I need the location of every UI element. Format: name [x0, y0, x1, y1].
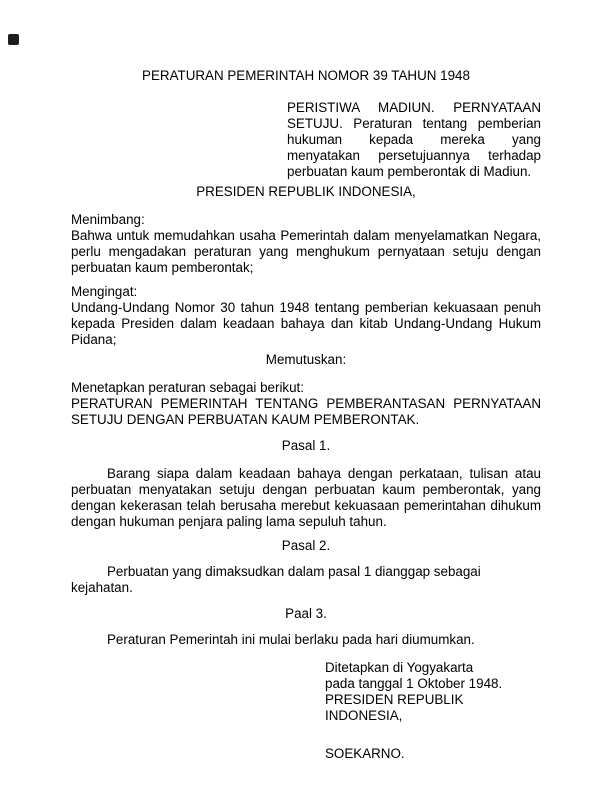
pasal-3-body: Peraturan Pemerintah ini mulai berlaku pada hari diumumkan.: [107, 632, 475, 647]
pasal-1-heading: Pasal 1.: [281, 438, 331, 453]
enactment-section: [71, 380, 541, 428]
document-title: PERATURAN PEMERINTAH NOMOR 39 TAHUN 1948: [142, 68, 470, 83]
mengingat-label: Mengingat:: [71, 284, 138, 299]
menetapkan-intro: Menetapkan peraturan sebagai berikut:: [71, 380, 305, 395]
pasal-1-body: Barang siapa dalam keadaan bahaya dengan perkataan, tulisan atau perbuatan menyatakan setuju dengan perbuatan kaum pemberontak, yang dengan kekerasan telah berusaha merebut kekuasaan pemerintahan dihukum dengan hukuman penjara paling lama sepuluh tahun.: [71, 466, 541, 529]
legal-basis-section: [71, 284, 541, 348]
considerations-section: [71, 212, 541, 276]
pasal-3-heading: Paal 3.: [285, 606, 327, 621]
signature-name: SOEKARNO.: [325, 746, 405, 761]
subject-annotation: PERISTIWA MADIUN. PERNYATAAN SETUJU. Peraturan tentang pemberian hukuman kepada mereka yang menyatakan persetujuannya terhadap perbuatan kaum pemberontak di Madiun.: [287, 100, 541, 179]
mengingat-body: Undang-Undang Nomor 30 tahun 1948 tentang pemberian kekuasaan penuh kepada Presiden dalam keadaan bahaya dan kitab Undang-Undang Hukum Pidana;: [71, 300, 541, 347]
signature-block: [325, 660, 541, 762]
menimbang-body: Bahwa untuk memudahkan usaha Pemerintah dalam menyelamatkan Negara, perlu mengadakan peraturan yang menghukum pernyataan setuju dengan perbuatan kaum pemberontak;: [71, 228, 541, 275]
memutuskan-heading: Memutuskan:: [265, 352, 347, 367]
signature-office: PRESIDEN REPUBLIK INDONESIA,: [325, 692, 464, 723]
signature-date: pada tanggal 1 Oktober 1948.: [325, 676, 503, 691]
president-heading: PRESIDEN REPUBLIK INDONESIA,: [196, 184, 416, 199]
menetapkan-body: PERATURAN PEMERINTAH TENTANG PEMBERANTASAN PERNYATAAN SETUJU DENGAN PERBUATAN KAUM PEMBERONTAK.: [71, 396, 541, 427]
signature-place: Ditetapkan di Yogyakarta: [325, 660, 474, 675]
pasal-2-body: Perbuatan yang dimaksudkan dalam pasal 1 dianggap sebagai kejahatan.: [71, 564, 481, 595]
pasal-2-heading: Pasal 2.: [281, 538, 331, 553]
menimbang-label: Menimbang:: [71, 212, 145, 227]
scan-corner-mark: [8, 34, 19, 45]
